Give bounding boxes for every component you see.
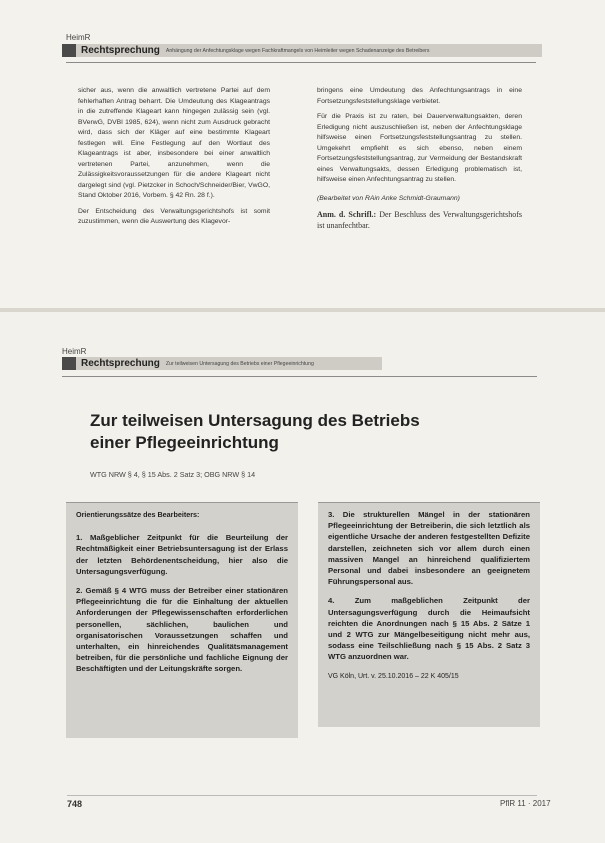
header-rule [66, 62, 536, 63]
paragraph: Der Entscheidung des Verwaltungsgerichtshofs ist somit zuzustimmen, wenn die Auswertung des Klagevor- [78, 207, 270, 225]
journal-issue: PflR 11 · 2017 [500, 799, 551, 808]
rubric-band-bottom [62, 357, 382, 370]
article-title-line-2: einer Pflegeeinrichtung [90, 433, 279, 452]
paragraph: sicher aus, wenn die anwaltlich vertretene Partei auf dem fehlerhaften Antrag beharrt. Die Umdeutung des Klageantrags in die zutreffende Klageart kann hingegen zulässig sein (vgl. BVerwG, DVBl 1985, 624), wenn nicht zum Ausdruck gebracht wird, dass sich der Kläger auf eine bestimmte Klageart festlegen will. Eine Festlegung auf den Wortlaut des Klageantrags ist aber, insbesondere bei einer anwaltlich vertretenen Partei, anzunehmen, wenn die Zulässigkeitsvoraussetzungen für die andere Klageart nicht dargelegt sind (vgl. Pietzcker in Schoch/Schneider/Bier, VwGO, Stand Oktober 2016, Vorbem. § 42 Rn. 28 f.). [78, 87, 270, 199]
page-separator [0, 308, 605, 312]
header-rule [62, 376, 537, 377]
top-left-column [78, 86, 270, 233]
guideline-item: 1. Maßgeblicher Zeitpunkt für die Beurteilung der Rechtmäßigkeit einer Betriebsuntersagung ist der Erlass der letzten Behördenentscheidung, hier also die Untersagungsverfügung. [76, 533, 288, 576]
guideline-item: 3. Die strukturellen Mängel in der stationären Pflegeeinrichtung der Betreiberin, die sich letztlich als eigentliche Ursache der anderen festgestellten Defizite darstellen, zeichneten sich vor allem durch einen massiven Mangel an hinreichend qualifiziertem Personal und dabei insbesondere an geeignetem Führungspersonal aus. [328, 510, 530, 587]
top-right-column [317, 86, 522, 236]
article-title [90, 410, 510, 454]
section-label-bottom: HeimR [62, 347, 87, 356]
paragraph: bringens eine Umdeutung des Anfechtungsantrags in eine Fortsetzungsfeststellungsklage verbietet. [317, 87, 522, 105]
page-number: 748 [67, 799, 83, 809]
rubric-label: Rechtsprechung [81, 358, 160, 369]
court-citation: VG Köln, Urt. v. 25.10.2016 – 22 K 405/15 [328, 672, 459, 680]
annotation-lead: Anm. d. Schrifl.: [317, 210, 377, 219]
guideline-item: 4. Zum maßgeblichen Zeitpunkt der Untersagungsverfügung durch die Heimaufsicht reichten die Anordnungen nach § 15 Abs. 2 Sätze 1 und 2 WTG zur Mängelbeseitigung nicht mehr aus, sodass eine Teilschließung nach § 15 Abs. 2 Satz 3 WTG anzuordnen war. [328, 596, 530, 662]
rubric-band-top [62, 44, 542, 57]
article-norms: WTG NRW § 4, § 15 Abs. 2 Satz 3; OBG NRW § 14 [90, 470, 256, 479]
paragraph: Für die Praxis ist zu raten, bei Dauerverwaltungsakten, deren Erledigung nicht auszuschließen ist, neben der Anfechtungsklage hilfsweise einen Fortsetzungsfeststellungsantrag zu stellen. Umgekehrt empfiehlt es sich ebenso, neben einem Fortsetzungsfeststellungsantrag, zur Vermeidung der Bestandskraft eines Verwaltungsakts, dessen Erledigung problematisch ist, hilfsweise einen Anfechtungsantrag zu stellen. [317, 113, 522, 183]
footer-rule [67, 795, 537, 796]
guidelines-heading: Orientierungssätze des Bearbeiters: [76, 510, 200, 519]
rubric-subtitle: Zur teilweisen Untersagung des Betriebs einer Pflegeeinrichtung [165, 360, 314, 367]
guidelines-box-left [66, 502, 298, 738]
rubric-label: Rechtsprechung [81, 45, 160, 56]
author-note: (Bearbeitet von RAin Anke Schmidt-Graumann) [317, 194, 460, 202]
guidelines-box-right [318, 502, 540, 727]
rubric-subtitle: Anhängung der Anfechtungsklage wegen Fachkraftmangels von Heimleiter wegen Schadenanzeige des Betreibers [165, 47, 430, 54]
annotation-text: Der Beschluss des Verwaltungsgerichtshofs ist unanfechtbar. [317, 210, 522, 230]
article-title-line-1: Zur teilweisen Untersagung des Betriebs [90, 411, 420, 430]
guideline-item: 2. Gemäß § 4 WTG muss der Betreiber einer stationären Pflegeeinrichtung die für die Einhaltung der aktuellen Anforderungen der Pflegewissenschaften erforderlichen personellen, sächlichen, baulichen und organisatorischen Voraussetzungen schaffen und unterhalten, ein hinreichendes Qualitätsmanagement betreiben, für die persönliche und fachliche Eignung der Beschäftigten und der Leitungskräfte sorgen. [76, 586, 288, 674]
rubric-marker-icon [62, 44, 76, 57]
rubric-marker-icon [62, 357, 76, 370]
section-label-top: HeimR [66, 33, 91, 42]
annotation [317, 209, 522, 231]
